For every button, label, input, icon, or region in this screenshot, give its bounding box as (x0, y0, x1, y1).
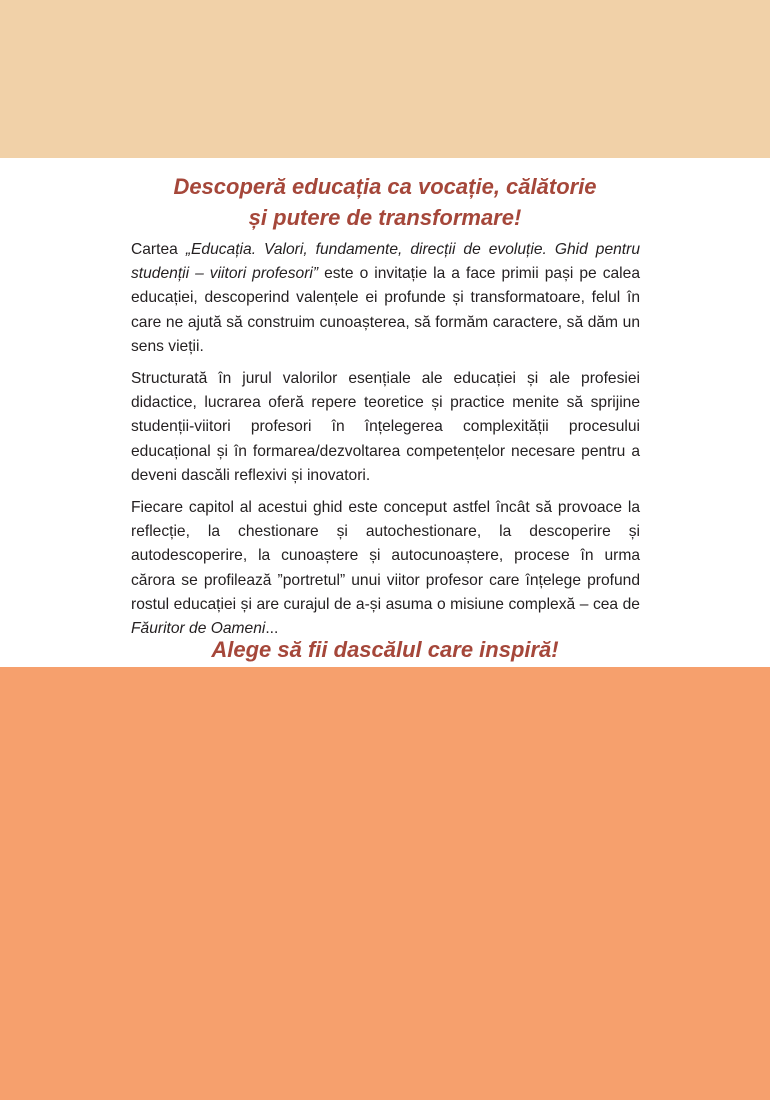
paragraph-1-rest: este o invitație la a face primii pași pe calea educației, descoperind valențele ei profunde și transformatoare, felul în care ne ajută să construim cunoașterea, să formăm caractere, să dăm un sens vieții. (131, 265, 640, 355)
paragraph-3-ending: ... (265, 620, 279, 638)
emphasis-phrase: Făuritor de Oameni (131, 620, 266, 638)
closing-heading: Alege să fii dascălul care inspiră! (211, 637, 559, 662)
tagline-line-2: și putere de transformare! (248, 205, 522, 230)
book-title: „Educația. Valori, fundamente, direcții de evoluție. Ghid pentru studenții – viitori profesori” (131, 241, 640, 283)
bottom-color-band (0, 667, 770, 1100)
tagline-heading (0, 171, 770, 233)
paragraph-1 (131, 238, 640, 359)
top-color-band (0, 0, 770, 158)
paragraph-1-intro: Cartea (131, 241, 186, 258)
description-text (131, 238, 640, 641)
paragraph-3-text: Fiecare capitol al acestui ghid este conceput astfel încât să provoace la reflecție, la chestionare și autochestionare, la descoperire și autodescoperire, la cunoaștere și autocunoaștere, procese în urma cărora se profilează ”portretul” unui viitor profesor care înțelege profund rostul educației și are curajul de a-și asuma o misiune complexă – cea de (131, 499, 640, 613)
paragraph-3 (131, 496, 640, 641)
paragraph-2: Structurată în jurul valorilor esențiale ale educației și ale profesiei didactice, lucrarea oferă repere teoretice și practice menite să sprijine studenții-viitori profesori în înțelegerea complexității procesului educațional și în formarea/dezvoltarea competențelor necesare pentru a deveni dascăli reflexivi și inovatori. (131, 370, 640, 484)
tagline-line-1: Descoperă educația ca vocație, călătorie (173, 174, 597, 199)
